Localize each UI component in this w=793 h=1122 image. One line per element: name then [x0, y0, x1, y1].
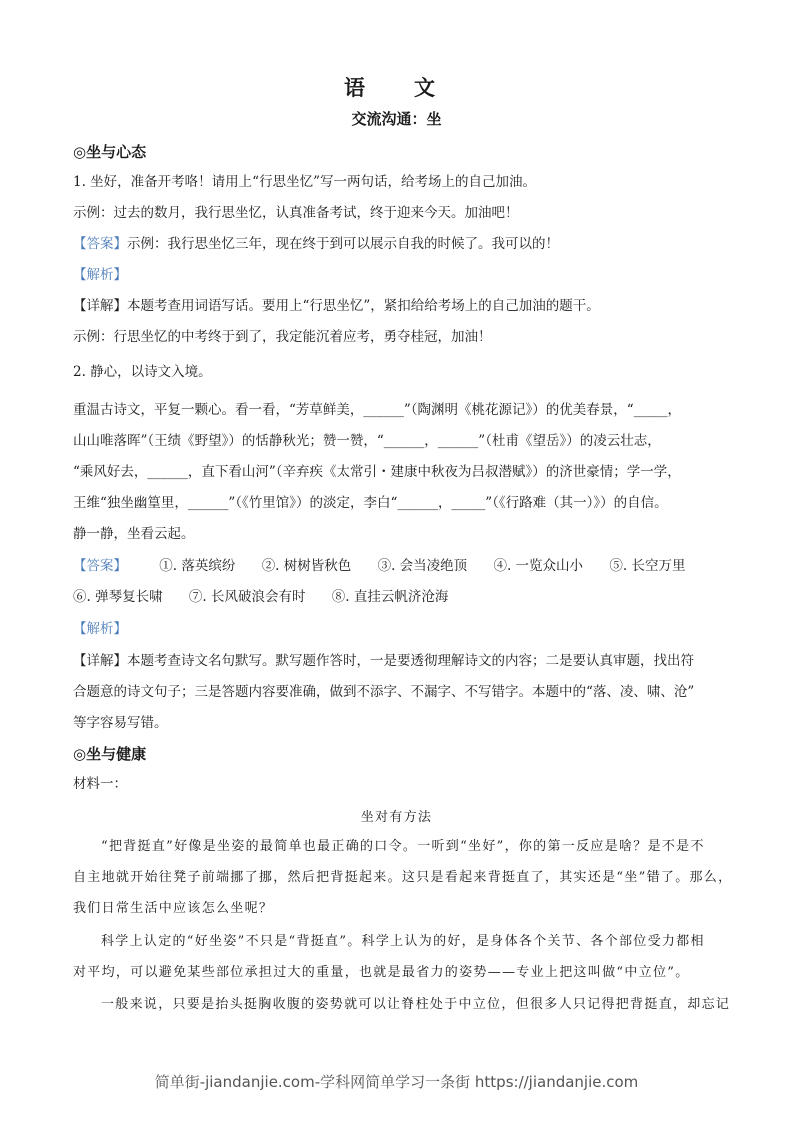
- footer-watermark: 简单街-jiandanjie.com-学科网简单学习一条街 https://jiandanjie.com: [154, 1073, 639, 1091]
- answer-item: ⑤. 长空万里: [609, 558, 686, 574]
- material-label: 材料一：: [73, 776, 127, 792]
- detail-tag: 【详解】: [73, 298, 127, 314]
- material-title: 坐对有方法: [360, 810, 433, 825]
- material-paragraph-line: 我们日常生活中应该怎么坐呢？: [73, 901, 274, 916]
- q1-analysis-line: [73, 265, 127, 285]
- q1-detail: 本题考查用词语写话。要用上“行思坐忆”，紧扣给给考场上的自己加油的题干。: [127, 298, 600, 314]
- q2-detail-line: [73, 651, 694, 671]
- section-heading-mindset: ◎坐与心态: [73, 143, 147, 161]
- q1-answer-line: [73, 234, 559, 254]
- material-paragraph-line: 一般来说，只要是抬头挺胸收腹的姿势就可以让脊柱处于中立位，但很多人只记得把背挺直，却忘记: [101, 997, 731, 1012]
- material-paragraph-line: 对平均，可以避免某些部位承担过大的重量，也就是最省力的姿势——专业上把这叫做“中立位”。: [73, 965, 690, 980]
- page-title: 语 文: [344, 75, 449, 100]
- answer-item: ①. 落英缤纷: [159, 558, 236, 574]
- answer-tag: 【答案】: [73, 236, 127, 252]
- q2-answer-line-1: [73, 556, 685, 576]
- page-subtitle: 交流沟通：坐: [351, 110, 442, 128]
- q1-example: 示例：过去的数月，我行思坐忆，认真准备考试，终于迎来今天。加油吧！: [73, 205, 519, 221]
- material-paragraph-line: 自主地就开始往凳子前端挪了挪，然后把背挺起来。这只是看起来背挺直了，其实还是“坐”错了。那么，: [73, 870, 733, 885]
- q2-question: 2. 静心，以诗文入境。: [73, 364, 212, 380]
- q2-passage-line: 山山唯落晖”（王绩《野望》）的恬静秋光；赞一赞，“______，______”（杜甫《望岳》）的凌云壮志，: [73, 433, 661, 449]
- q1-answer: 示例：我行思坐忆三年，现在终于到可以展示自我的时候了。我可以的！: [127, 236, 559, 252]
- answer-item: ⑧. 直挂云帆济沧海: [331, 589, 449, 605]
- answer-item: ④. 一览众山小: [493, 558, 584, 574]
- material-paragraph-line: 科学上认定的“好坐姿”不只是“背挺直”。科学上认为的好，是身体各个关节、各个部位受力都相: [101, 934, 705, 949]
- q1-detail-example: 示例：行思坐忆的中考终于到了，我定能沉着应考，勇夺桂冠，加油！: [73, 329, 492, 345]
- analysis-tag: 【解析】: [73, 621, 127, 637]
- q2-detail: 本题考查诗文名句默写。默写题作答时，一是要透彻理解诗文的内容；二是要认真审题，找出符: [127, 653, 694, 669]
- section-heading-health: ◎坐与健康: [73, 745, 147, 763]
- q1-detail-line: [73, 296, 600, 316]
- q2-analysis-line: [73, 619, 127, 639]
- q2-passage-line: 王维“独坐幽篁里，______”（《竹里馆》）的淡定，李白“______，_____”（《行路难（其一）》）的自信。: [73, 495, 668, 511]
- q2-answer-line-2: [73, 587, 470, 607]
- q2-passage-line: 静一静，坐看云起。: [73, 526, 195, 542]
- q2-passage-line: “乘风好去，______，直下看山河”（辛弃疾《太常引・建康中秋夜为吕叔潜赋》）的济世豪情；学一学，: [73, 464, 681, 480]
- answer-item: ②. 树树皆秋色: [261, 558, 352, 574]
- q2-passage-line: 重温古诗文，平复一颗心。看一看，“芳草鲜美，______”（陶渊明《桃花源记》）的优美春景，“_____，: [73, 402, 681, 418]
- answer-item: ⑦. 长风破浪会有时: [188, 589, 306, 605]
- q2-detail-line: 等字容易写错。: [73, 715, 168, 731]
- q2-detail-line: 合题意的诗文句子；三是答题内容要准确，做到不添字、不漏字、不写错字。本题中的“落、凌、啸、沧”: [73, 684, 695, 700]
- analysis-tag: 【解析】: [73, 267, 127, 283]
- answer-item: ③. 会当凌绝顶: [377, 558, 468, 574]
- detail-tag: 【详解】: [73, 653, 127, 669]
- material-paragraph-line: “把背挺直”好像是坐姿的最简单也最正确的口令。一听到“坐好”，你的第一反应是啥？是不是不: [101, 839, 705, 854]
- answer-item: ⑥. 弹琴复长啸: [73, 589, 163, 605]
- answer-tag: 【答案】: [73, 558, 127, 574]
- q1-question: 1. 坐好，准备开考咯！请用上“行思坐忆”写一两句话，给考场上的自己加油。: [73, 174, 536, 190]
